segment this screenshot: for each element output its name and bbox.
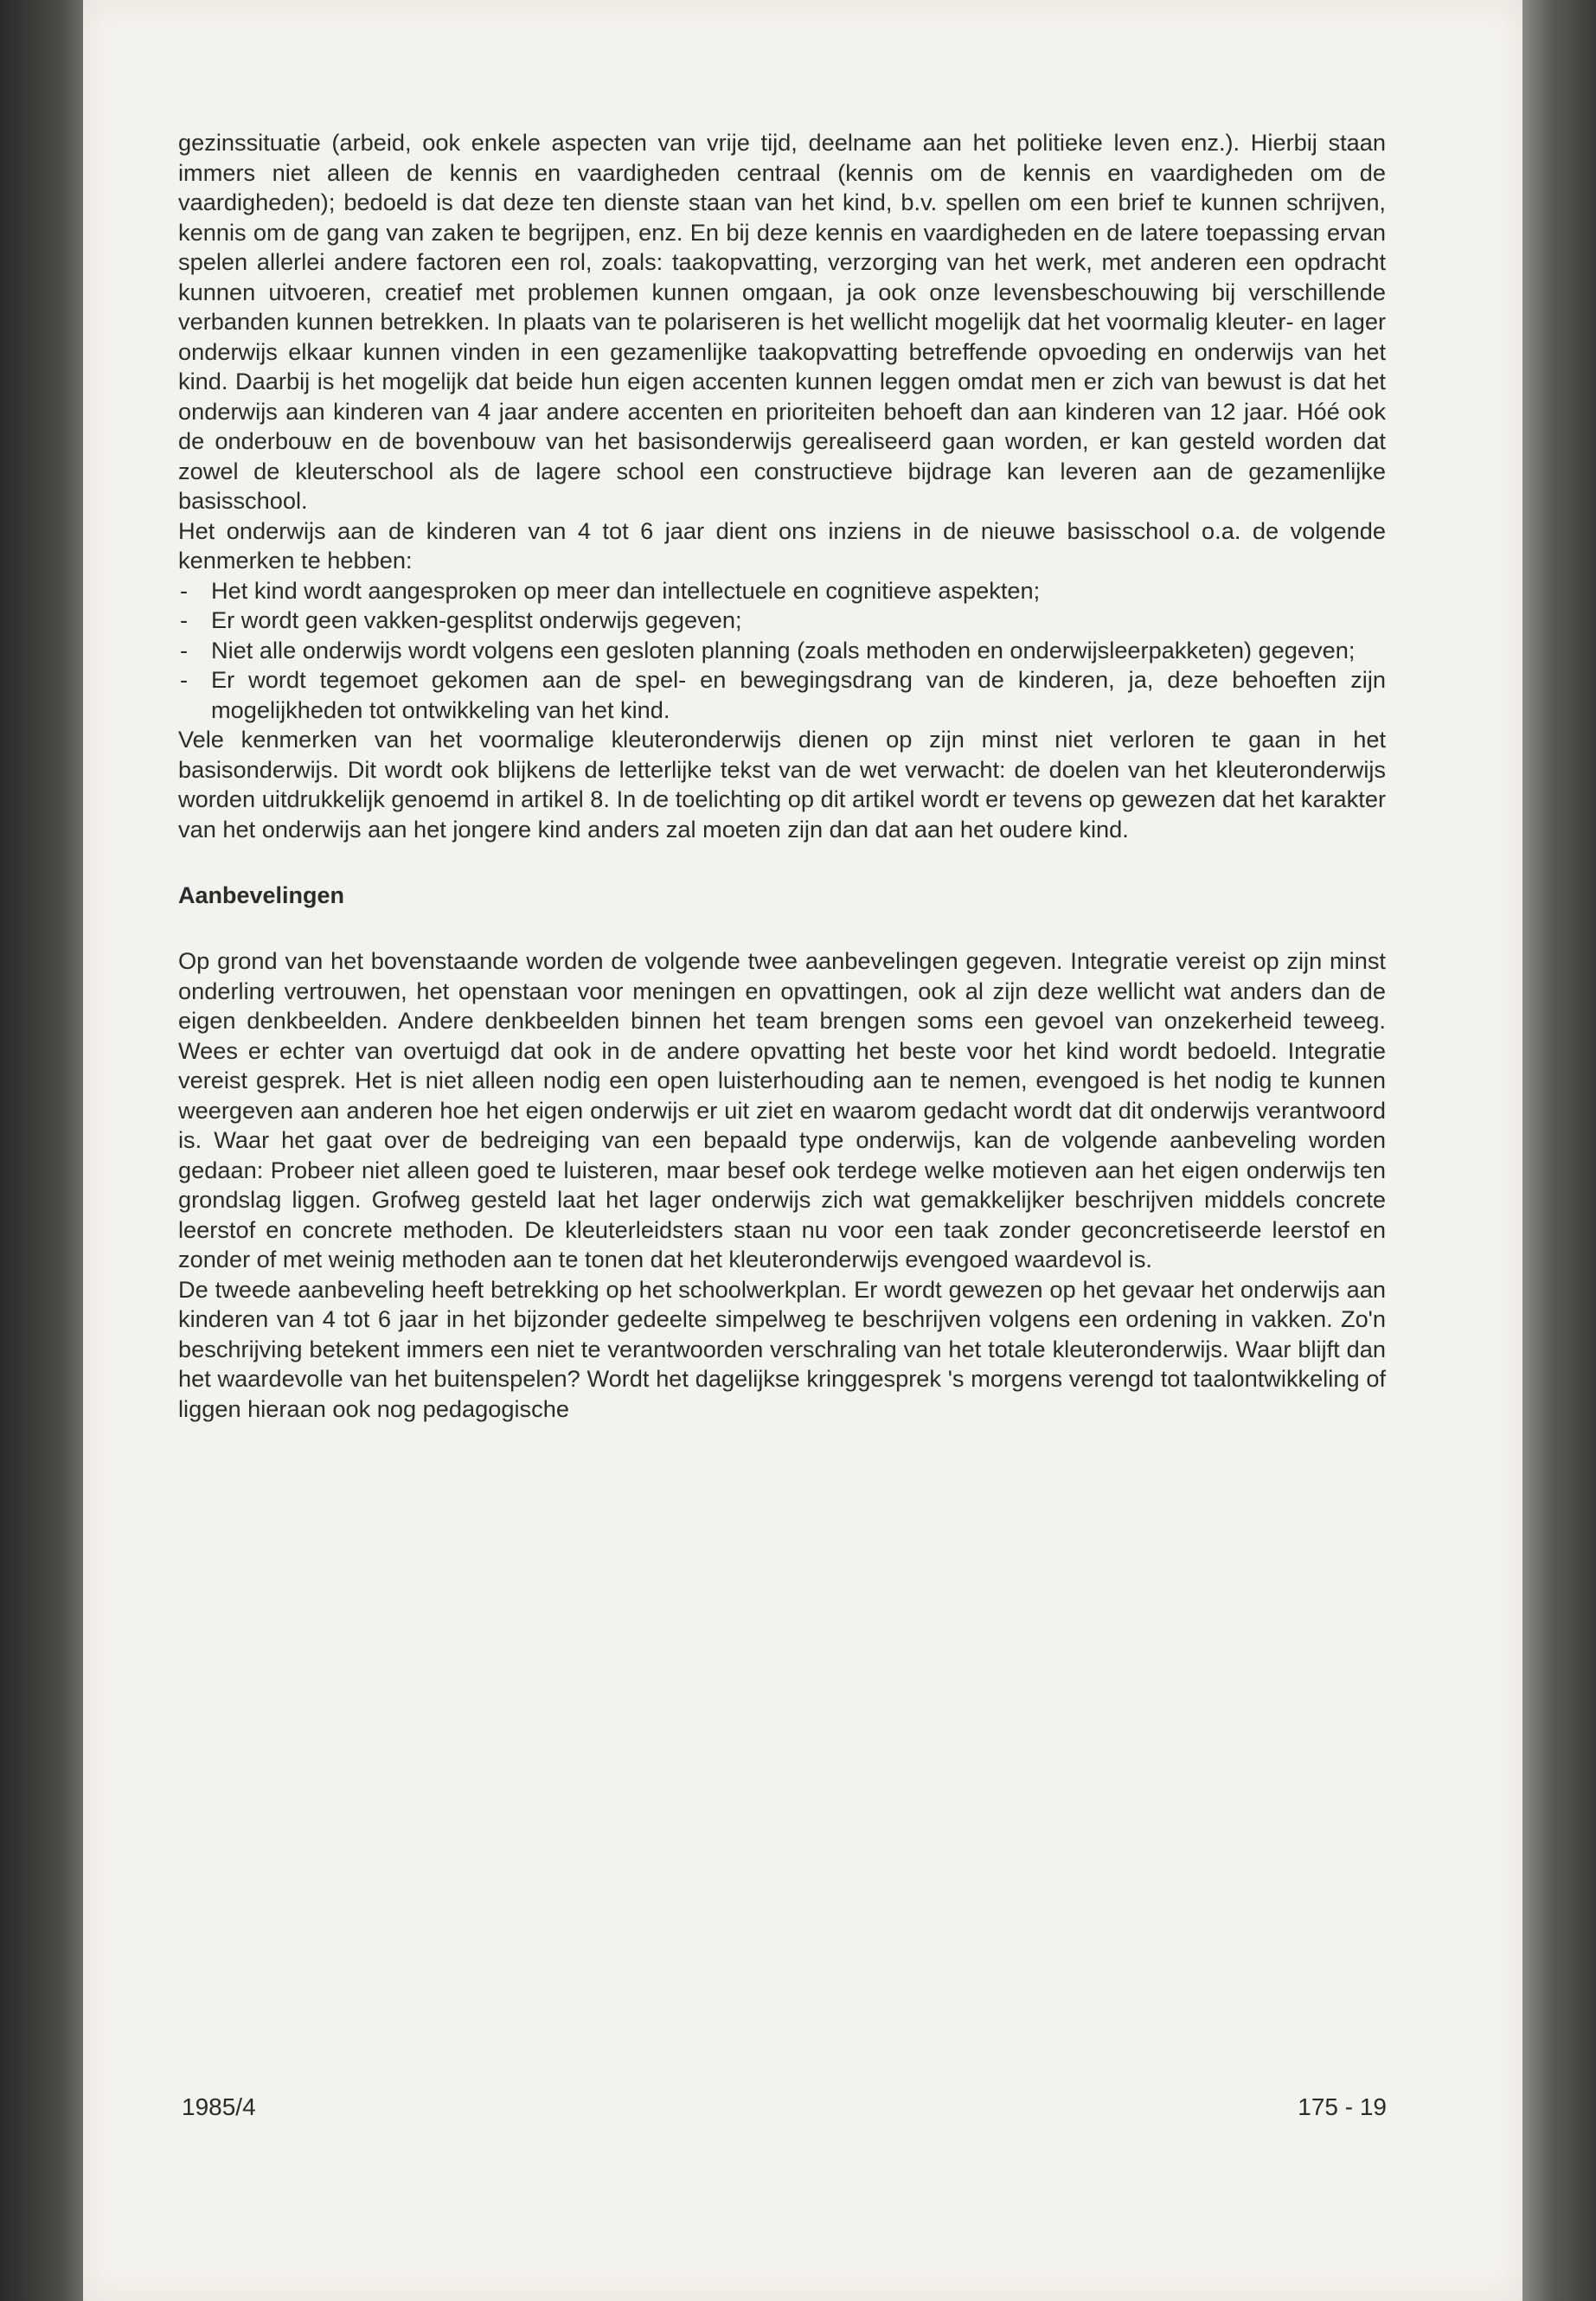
scan-right-edge xyxy=(1522,0,1596,2301)
intro-paragraph: gezinssituatie (arbeid, ook enkele aspecten van vrije tijd, deelname aan het politieke leven enz.). Hierbij staan immers niet alleen de kennis en vaardigheden centraal (kennis om de kennis en vaardigheden om de vaardigheden); bedoeld is dat deze ten dienste staan van het kind, b.v. spellen om een brief te kunnen schrijven, kennis om de gang van zaken te begrijpen, enz. En bij deze kennis en vaardigheden en de latere toepassing ervan spelen allerlei andere factoren een rol, zoals: taakopvatting, verzorging van het werk, met anderen een opdracht kunnen uitvoeren, creatief met problemen kunnen omgaan, ja ook onze levensbeschouwing bij verschillende verbanden kunnen betrekken. In plaats van te polariseren is het wellicht mogelijk dat het voormalig kleuter- en lager onderwijs elkaar kunnen vinden in een gezamenlijke taakopvatting betreffende opvoeding en onderwijs van het kind. Daarbij is het mogelijk dat beide hun eigen accenten kunnen leggen omdat men er zich van bewust is dat het onderwijs aan kinderen van 4 jaar andere accenten en prioriteiten behoeft dan aan kinderen van 12 jaar. Hóé ook de onderbouw en de bovenbouw van het basisonderwijs gerealiseerd gaan worden, er kan gesteld worden dat zowel de kleuterschool als de lagere school een constructieve bijdrage kan leveren aan de gezamenlijke basisschool. xyxy=(178,129,1386,514)
list-item: - Het kind wordt aangesproken op meer dan intellectuele en cognitieve aspekten; xyxy=(178,576,1386,606)
characteristics-list xyxy=(178,576,1386,726)
footer-page-number: 175 - 19 xyxy=(1298,2093,1387,2120)
list-item: - Er wordt geen vakken-gesplitst onderwijs gegeven; xyxy=(178,606,1386,636)
section-heading: Aanbevelingen xyxy=(178,882,345,908)
list-intro: Het onderwijs aan de kinderen van 4 tot 6 jaar dient ons inziens in de nieuwe basisschool o.a. de volgende kenmerken te hebben: xyxy=(178,516,1386,574)
after-list-paragraph: Vele kenmerken van het voormalige kleuteronderwijs dienen op zijn minst niet verloren te gaan in het basisonderwijs. Dit wordt ook blijkens de letterlijke tekst van de wet verwacht: de doelen van het kleuteronderwijs worden uitdrukkelijk genoemd in artikel 8. In de toelichting op dit artikel wordt er tevens op gewezen dat het karakter van het onderwijs aan het jongere kind anders zal moeten zijn dan dat aan het oudere kind. xyxy=(178,726,1386,843)
recommendations-paragraph-1: Op grond van het bovenstaande worden de volgende twee aanbevelingen gegeven. Integratie vereist op zijn minst onderling vertrouwen, het openstaan voor meningen en opvattingen, ook al zijn deze wellicht wat anders dan de eigen denkbeelden. Andere denkbeelden binnen het team brengen soms een gevoel van onzekerheid teweeg. Wees er echter van overtuigd dat ook in de andere opvatting het beste voor het kind wordt bedoeld. Integratie vereist gesprek. Het is niet alleen nodig een open luisterhouding aan te nemen, evengoed is het nodig te kunnen weergeven aan anderen hoe het eigen onderwijs er uit ziet en waarom gedacht wordt dat dit onderwijs verantwoord is. Waar het gaat over de bedreiging van een bepaald type onderwijs, kan de volgende aanbeveling worden gedaan: Probeer niet alleen goed te luisteren, maar besef ook terdege welke motieven aan het eigen onderwijs ten grondslag liggen. Grofweg gesteld laat het lager onderwijs zich wat gemakkelijker beschrijven middels concrete leerstof en concrete methoden. De kleuterleidsters staan nu voor een taak zonder geconcretiseerde leerstof en zonder of met weinig methoden aan te tonen dat het kleuteronderwijs evengoed waardevol is. xyxy=(178,947,1386,1272)
page-body xyxy=(178,128,1386,1424)
scan-left-edge xyxy=(0,0,83,2301)
list-item: - Er wordt tegemoet gekomen aan de spel- en bewegingsdrang van de kinderen, ja, deze behoeften zijn mogelijkheden tot ontwikkeling van het kind. xyxy=(178,665,1386,725)
footer-issue: 1985/4 xyxy=(182,2093,256,2120)
recommendations-paragraph-2: De tweede aanbeveling heeft betrekking op het schoolwerkplan. Er wordt gewezen op het gevaar het onderwijs aan kinderen van 4 tot 6 jaar in het bijzonder gedeelte simpelweg te beschrijven volgens een ordening in vakken. Zo'n beschrijving betekent immers een niet te verantwoorden verschraling van het totale kleuteronderwijs. Waar blijft dan het waardevolle van het buitenspelen? Wordt het dagelijkse kringgesprek 's morgens verengd tot taalontwikkeling of liggen hieraan ook nog pedagogische xyxy=(178,1275,1386,1422)
list-item: - Niet alle onderwijs wordt volgens een gesloten planning (zoals methoden en onderwijsleerpakketen) gegeven; xyxy=(178,636,1386,666)
